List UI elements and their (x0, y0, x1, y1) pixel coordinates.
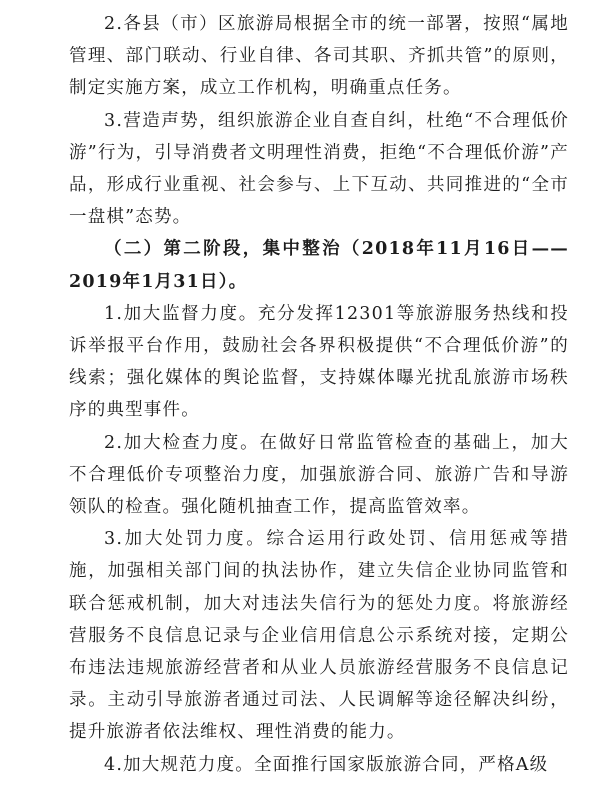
paragraph-text: 3.营造声势，组织旅游企业自查自纠，杜绝“不合理低价游”行为，引导消费者文明理性消费，拒绝“不合理低价游”产品，形成行业重视、社会参与、上下互动、共同推进的“全市一盘棋”态势。 (69, 110, 569, 228)
paragraph-regulation (69, 749, 569, 781)
paragraph-text: 综合运用行政处罚、信用惩戒等措施，加强相关部门间的执法协作，建立失信企业协同监管和联合惩戒机制，加大对违法失信行为的惩处力度。将旅游经营服务不良信息记录与企业信用信息公示系统对接，定期公布违法违规旅游经营者和从业人员旅游经营服务不良信息记录。主动引导旅游者通过司法、人民调解等途径解决纠纷，提升旅游者依法维权、理性消费的能力。 (69, 529, 570, 743)
paragraph-lead: 3.加大处罚力度。 (104, 529, 267, 550)
paragraph-lead: 1.加大监督力度。 (104, 303, 258, 324)
paragraph-inspection (69, 427, 569, 524)
paragraph-item-2 (69, 8, 569, 105)
section-heading-phase-two (69, 233, 569, 297)
paragraph-text: 在做好日常监管检查的基础上，加大不合理低价专项整治力度，加强旅游合同、旅游广告和导游领队的检查。强化随机抽查工作，提高监管效率。 (69, 432, 570, 518)
paragraph-text: 全面推行国家版旅游合同，严格A级 (254, 754, 549, 775)
paragraph-penalty (69, 523, 569, 748)
paragraph-item-3 (69, 105, 569, 234)
paragraph-supervision (69, 298, 569, 427)
paragraph-lead: 2.加大检查力度。 (104, 432, 260, 453)
paragraph-text: 充分发挥12301等旅游服务热线和投诉举报平台作用，鼓励社会各界积极提供“不合理低价游”的线索；强化媒体的舆论监督，支持媒体曝光扰乱旅游市场秩序的典型事件。 (69, 303, 569, 421)
document-page (0, 8, 613, 796)
paragraph-text: 2.各县（市）区旅游局根据全市的统一部署，按照“属地管理、部门联动、行业自律、各司其职、齐抓共管”的原则，制定实施方案，成立工作机构，明确重点任务。 (69, 14, 569, 99)
paragraph-lead: 4.加大规范力度。 (104, 754, 254, 775)
heading-text: （二）第二阶段，集中整治（2018年11月16日——2019年1月31日）。 (69, 239, 569, 292)
